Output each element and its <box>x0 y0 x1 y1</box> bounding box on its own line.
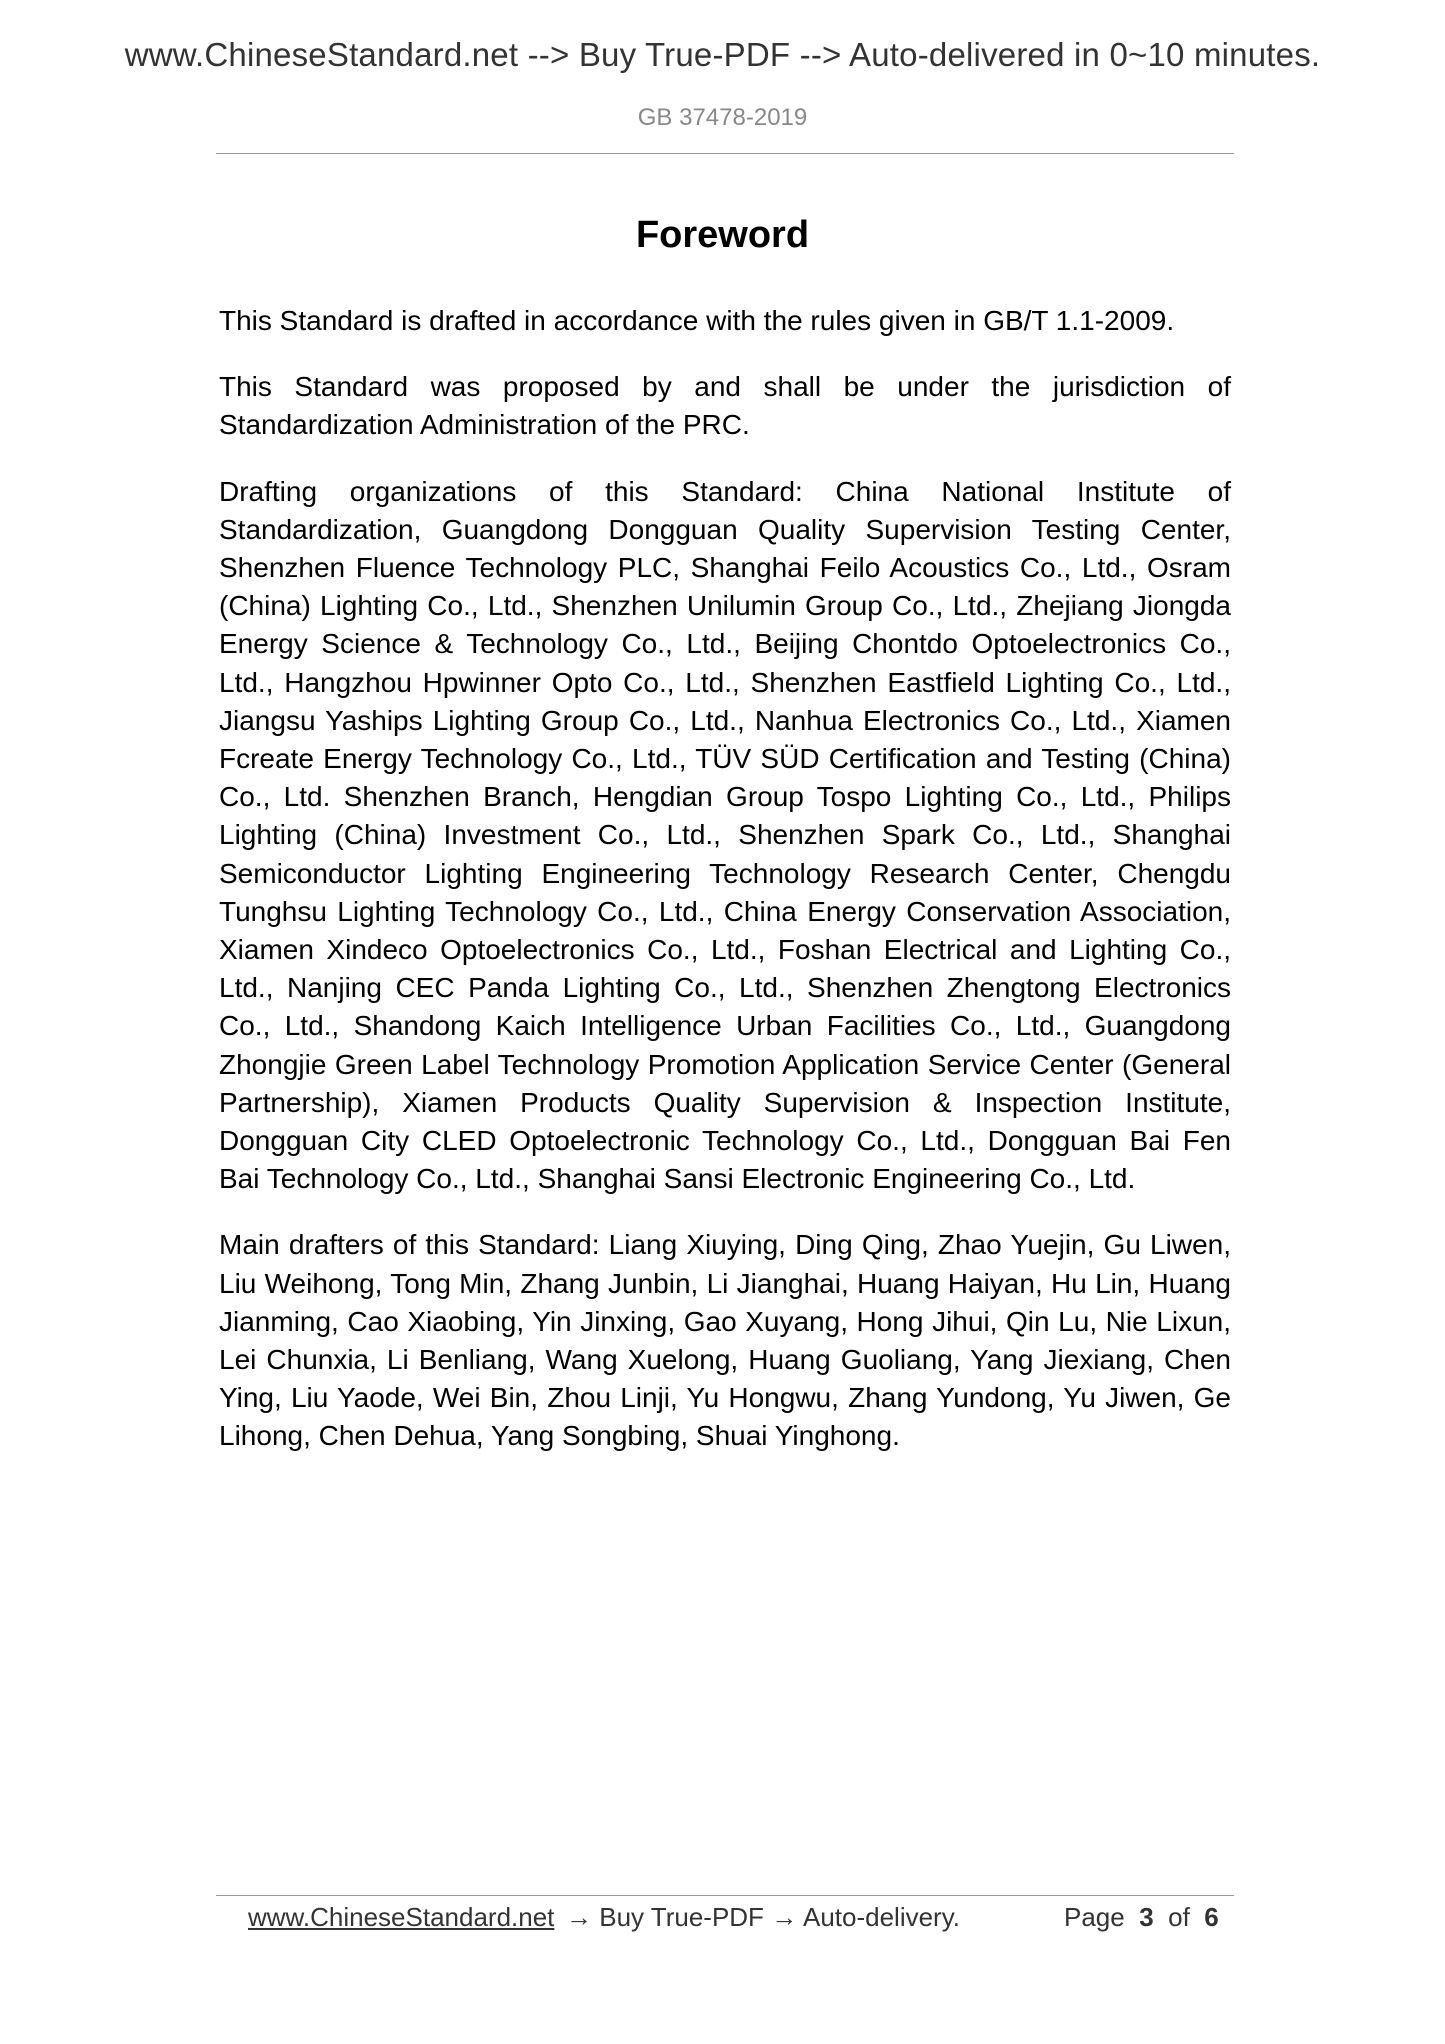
page-label: Page <box>1064 1902 1125 1932</box>
arrow-right-icon: → <box>566 1902 592 1932</box>
site-banner: www.ChineseStandard.net --> Buy True-PDF --> Auto-delivered in 0~10 minutes. <box>124 36 1321 73</box>
document-body <box>219 302 1231 1484</box>
paragraph-jurisdiction: This Standard was proposed by and shall be under the jurisdiction of Standardization Administration of the PRC. <box>219 371 1231 441</box>
page-title: Foreword <box>635 214 810 256</box>
page-of-label: of <box>1168 1902 1190 1932</box>
arrow-right-icon: → <box>771 1902 798 1932</box>
footer-site-link[interactable]: www.ChineseStandard.net <box>248 1902 555 1932</box>
page-current: 3 <box>1139 1902 1154 1932</box>
page-footer <box>248 1896 1228 1936</box>
header-divider <box>216 153 1234 154</box>
page-number <box>1064 1902 1219 1933</box>
paragraph-drafting-rules: This Standard is drafted in accordance with the rules given in GB/T 1.1-2009. <box>219 305 1175 336</box>
footer-buy-info <box>566 1902 960 1933</box>
paragraph-main-drafters: Main drafters of this Standard: Liang Xiuying, Ding Qing, Zhao Yuejin, Gu Liwen, Liu Weihong, Tong Min, Zhang Junbin, Li Jianghai, Huang Haiyan, Hu Lin, Huang Jianming, Cao Xiaobing, Yin Jinxing, Gao Xuyang, Hong Jihui, Qin Lu, Nie Lixun, Lei Chunxia, Li Benliang, Wang Xuelong, Huang Guoliang, Yang Jiexiang, Chen Ying, Liu Yaode, Wei Bin, Zhou Linji, Yu Hongwu, Zhang Yundong, Yu Jiwen, Ge Lihong, Chen Dehua, Yang Songbing, Shuai Yinghong. <box>219 1229 1231 1452</box>
document-code: GB 37478-2019 <box>637 104 808 131</box>
footer-delivery-text: Auto-delivery. <box>802 1902 961 1932</box>
footer-buy-text: Buy True-PDF <box>599 1902 764 1932</box>
paragraph-drafting-organizations: Drafting organizations of this Standard: China National Institute of Standardization, Guangdong Dongguan Quality Supervision Testing Center, Shenzhen Fluence Technology PLC, Shanghai Feilo Acoustics Co., Ltd., Osram (China) Lighting Co., Ltd., Shenzhen Unilumin Group Co., Ltd., Zhejiang Jiongda Energy Science & Technology Co., Ltd., Beijing Chontdo Optoelectronics Co., Ltd., Hangzhou Hpwinner Opto Co., Ltd., Shenzhen Eastfield Lighting Co., Ltd., Jiangsu Yaships Lighting Group Co., Ltd., Nanhua Electronics Co., Ltd., Xiamen Fcreate Energy Technology Co., Ltd., TÜV SÜD Certification and Testing (China) Co., Ltd. Shenzhen Branch, Hengdian Group Tospo Lighting Co., Ltd., Philips Lighting (China) Investment Co., Ltd., Shenzhen Spark Co., Ltd., Shanghai Semiconductor Lighting Engineering Technology Research Center, Chengdu Tunghsu Lighting Technology Co., Ltd., China Energy Conservation Association, Xiamen Xindeco Optoelectronics Co., Ltd., Foshan Electrical and Lighting Co., Ltd., Nanjing CEC Panda Lighting Co., Ltd., Shenzhen Zhengtong Electronics Co., Ltd., Shandong Kaich Intelligence Urban Facilities Co., Ltd., Guangdong Zhongjie Green Label Technology Promotion Application Service Center (General Partnership), Xiamen Products Quality Supervision & Inspection Institute, Dongguan City CLED Optoelectronic Technology Co., Ltd., Dongguan Bai Fen Bai Technology Co., Ltd., Shanghai Sansi Electronic Engineering Co., Ltd. <box>219 475 1231 1195</box>
page-total: 6 <box>1204 1902 1219 1932</box>
